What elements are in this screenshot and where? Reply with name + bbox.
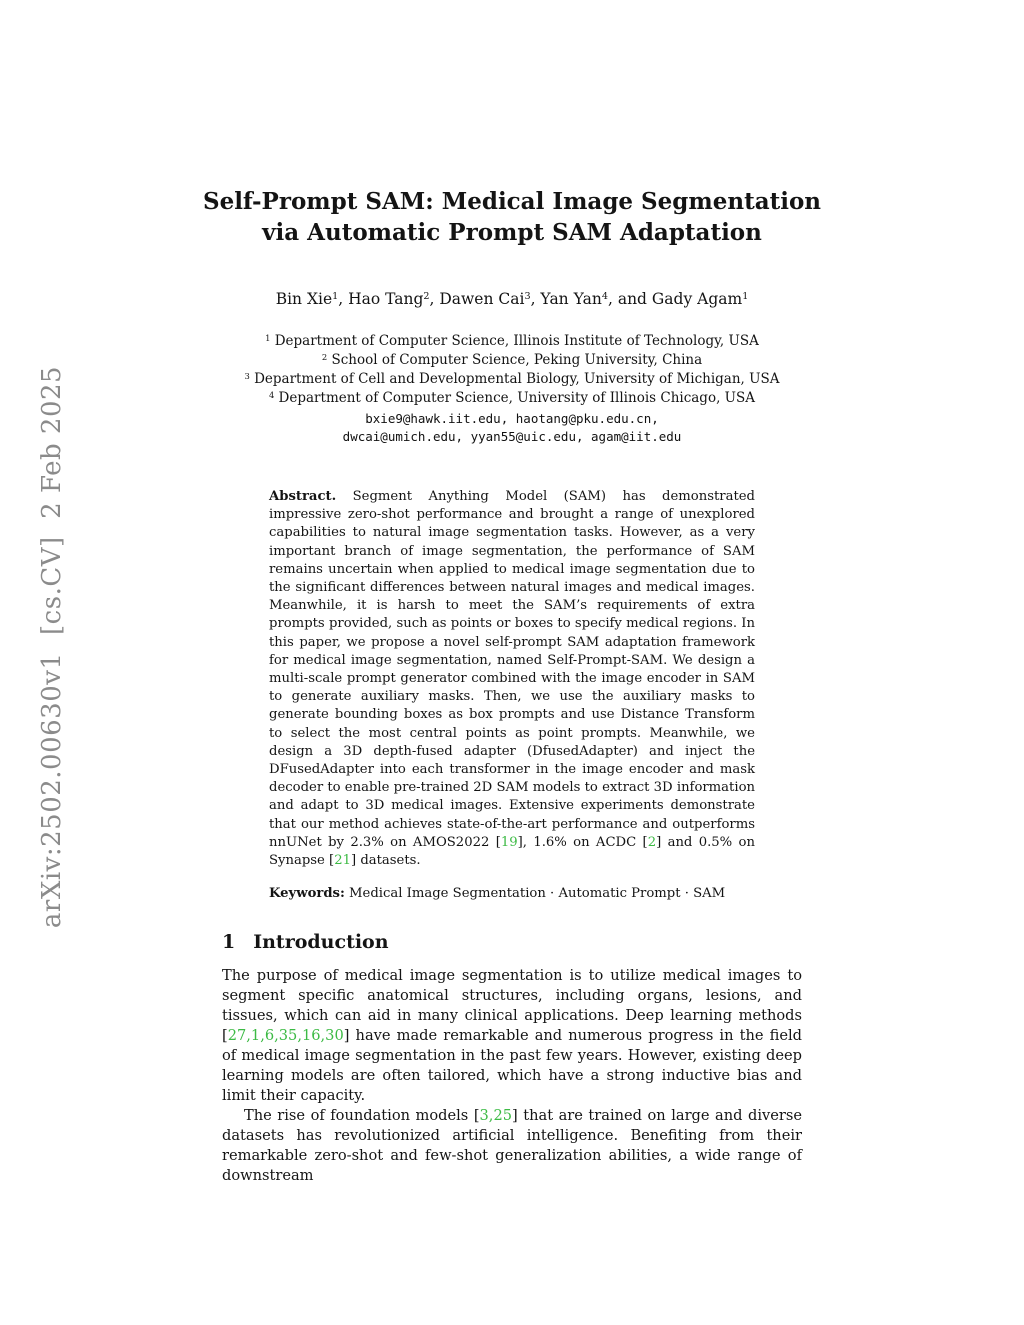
citation-link[interactable]: 3,25: [479, 1106, 513, 1124]
intro-paragraph-1: [222, 966, 802, 1105]
superscript-marker: 1: [742, 291, 749, 303]
email-line-1: bxie9@hawk.iit.edu, haotang@pku.edu.cn,: [365, 411, 659, 426]
inline-bold-label: Keywords:: [269, 886, 345, 902]
abstract-paragraph: [269, 488, 755, 870]
text-run: ] datasets.: [350, 853, 421, 869]
affiliation-line: [0, 332, 1024, 351]
citation-link[interactable]: 27,1,6,35,16,30: [227, 1027, 344, 1045]
superscript-marker: 3: [244, 370, 250, 381]
affiliations-block: [0, 332, 1024, 408]
superscript-marker: 3: [524, 291, 531, 303]
text-run: , Hao Tang: [338, 290, 424, 308]
text-run: Segment Anything Model (SAM) has demonstrated impressive zero-shot performance and brought a range of unexplored capabilities to natural image segmentation tasks. However, as a very important branch of image segmentation, the performance of SAM remains uncertain when applied to medical image segmentation due to the significant differences between natural images and medical images. Meanwhile, it is harsh to meet the SAM’s requirements of extra prompts provided, such as points or boxes to specify medical regions. In this paper, we propose a novel self-prompt SAM adaptation framework for medical image segmentation, named Self-Prompt-SAM. We design a multi-scale prompt generator combined with the image encoder in SAM to generate auxiliary masks. Then, we use the auxiliary masks to generate bounding boxes as box prompts and use Distance Transform to select the most central points as point prompts. Meanwhile, we design a 3D depth-fused adapter (DfusedAdapter) and inject the DFusedAdapter into each transformer in the image encoder and mask decoder to enable pre-trained 2D SAM models to extract 3D information and adapt to 3D medical images. Extensive experiments demonstrate that our method achieves state-of-the-art performance and outperforms nnUNet by 2.3% on AMOS2022 [: [269, 489, 755, 850]
text-run: Medical Image Segmentation · Automatic Prompt · SAM: [344, 886, 726, 902]
text-run: Department of Cell and Developmental Biology, University of Michigan, USA: [249, 371, 780, 387]
text-run: The purpose of medical image segmentation is to utilize medical images to segment specific anatomical structures, including organs, lesions, and tissues, which can aid in many clinical applications. Deep learning methods [: [222, 967, 802, 1045]
inline-bold-label: Abstract.: [269, 489, 337, 504]
citation-link[interactable]: 2: [647, 834, 657, 850]
section-heading-introduction: [222, 931, 802, 953]
text-run: The rise of foundation models [: [244, 1106, 480, 1124]
text-run: , Dawen Cai: [429, 290, 525, 308]
text-run: ], 1.6% on ACDC [: [517, 834, 648, 850]
citation-link[interactable]: 19: [500, 834, 518, 850]
text-run: Department of Computer Science, Illinois Institute of Technology, USA: [270, 333, 759, 349]
section-number: 1: [222, 931, 236, 954]
email-line-2: dwcai@umich.edu, yyan55@uic.edu, agam@iit.edu: [342, 429, 682, 444]
paper-title-line2: via Automatic Prompt SAM Adaptation: [262, 219, 762, 246]
text-run: Department of Computer Science, University of Illinois Chicago, USA: [274, 390, 756, 406]
text-run: ] and 0.5% on Synapse [: [269, 834, 755, 869]
arxiv-watermark: arXiv:2502.00630v1 [cs.CV] 2 Feb 2025: [37, 365, 67, 929]
superscript-marker: 4: [268, 389, 275, 400]
superscript-marker: 2: [423, 291, 430, 303]
paper-title-line1: Self-Prompt SAM: Medical Image Segmentation: [202, 188, 822, 215]
keywords-line: [269, 885, 755, 903]
authors-line: [0, 290, 1024, 308]
intro-paragraph-2: [222, 1106, 802, 1186]
text-run: , and Gady Agam: [607, 290, 743, 308]
text-run: ] that are trained on large and diverse datasets has revolutionized artificial intelligence. Benefiting from their remarkable zero-shot and few-shot generalization abilities, a wide range of downstream: [222, 1106, 802, 1184]
paper-title: [0, 186, 1024, 248]
section-title: Introduction: [253, 931, 389, 954]
superscript-marker: 2: [321, 351, 328, 362]
affiliation-line: [0, 370, 1024, 389]
citation-link[interactable]: 21: [334, 853, 351, 869]
text-run: Bin Xie: [275, 290, 333, 308]
text-run: ] have made remarkable and numerous progress in the field of medical image segmentation in the past few years. However, existing deep learning models are often tailored, which have a strong inductive bias and limit their capacity.: [222, 1027, 802, 1104]
superscript-marker: 4: [601, 291, 608, 303]
affiliation-line: [0, 351, 1024, 370]
emails-block: [0, 410, 1024, 446]
superscript-marker: 1: [265, 332, 271, 343]
affiliation-line: [0, 389, 1024, 408]
text-run: School of Computer Science, Peking University, China: [327, 352, 703, 368]
text-run: , Yan Yan: [530, 290, 602, 308]
superscript-marker: 1: [332, 291, 339, 303]
